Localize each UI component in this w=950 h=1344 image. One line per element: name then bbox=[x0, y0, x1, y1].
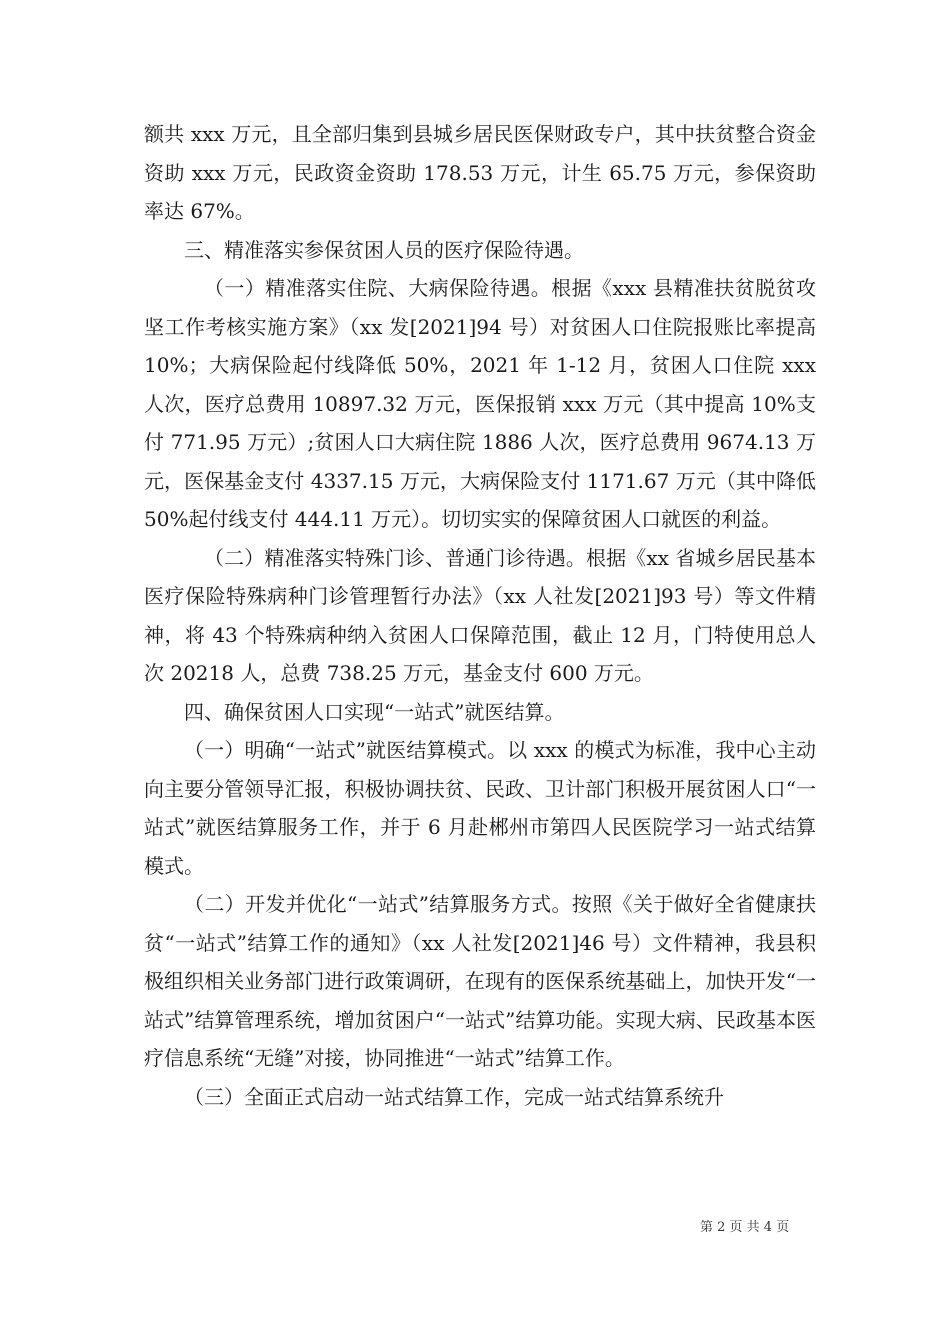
paragraph-4-1: （一）明确“一站式”就医结算模式。以 xxx 的模式为标准，我中心主动向主要分管领导汇报，积极协调扶贫、民政、卫计部门积极开展贫困人口“一站式”就医结算服务工作，并于 6 月赴郴州市第四人民医院学习一站式结算模式。 bbox=[144, 738, 816, 878]
paragraph-3-2: （二）精准落实特殊门诊、普通门诊待遇。根据《xx 省城乡居民基本医疗保险特殊病种门诊管理暂行办法》（xx 人社发[2021]93 号）等文件精神，将 43 个特殊病种纳入贫困人口保障范围，截止 12 月，门特使用总人次 20218 人，总费 738.25 万元，基金支付 600 万元。 bbox=[144, 545, 816, 685]
paragraph-continuation: 额共 xxx 万元，且全部归集到县城乡居民医保财政专户，其中扶贫整合资金资助 xxx 万元，民政资金资助 178.53 万元，计生 65.75 万元，参保资助率达 67%。 bbox=[144, 122, 816, 223]
paragraph-4-2: （二）开发并优化“一站式”结算服务方式。按照《关于做好全省健康扶贫“一站式”结算工作的通知》（xx 人社发[2021]46 号）文件精神，我县积极组织相关业务部门进行政策调研，在现有的医保系统基础上，加快开发“一站式”结算管理系统，增加贫困户“一站式”结算功能。实现大病、民政基本医疗信息系统“无缝”对接，协同推进“一站式”结算工作。 bbox=[144, 892, 816, 1070]
document-body bbox=[144, 115, 816, 1116]
section-heading-3: 三、精准落实参保贫困人员的医疗保险待遇。 bbox=[184, 237, 584, 262]
paragraph-3-1: （一）精准落实住院、大病保险待遇。根据《xxx 县精准扶贫脱贫攻坚工作考核实施方案》（xx 发[2021]94 号）对贫困人口住院报账比率提高 10%；大病保险起付线降低 50%，2021 年 1-12 月，贫困人口住院 xxx 人次，医疗总费用 10897.32 万元，医保报销 xxx 万元（其中提高 10%支付 771.95 万元）;贫困人口大病住院 1886 人次，医疗总费用 9674.13 万元，医保基金支付 4337.15 万元，大病保险支付 1171.67 万元（其中降低 50%起付线支付 444.11 万元）。切切实实的保障贫困人口就医的利益。 bbox=[144, 276, 816, 531]
section-heading-4: 四、确保贫困人口实现“一站式”就医结算。 bbox=[184, 699, 565, 724]
page-footer: 第 2 页 共 4 页 bbox=[700, 1220, 790, 1235]
paragraph-4-3: （三）全面正式启动一站式结算工作，完成一站式结算系统升 bbox=[184, 1084, 724, 1109]
